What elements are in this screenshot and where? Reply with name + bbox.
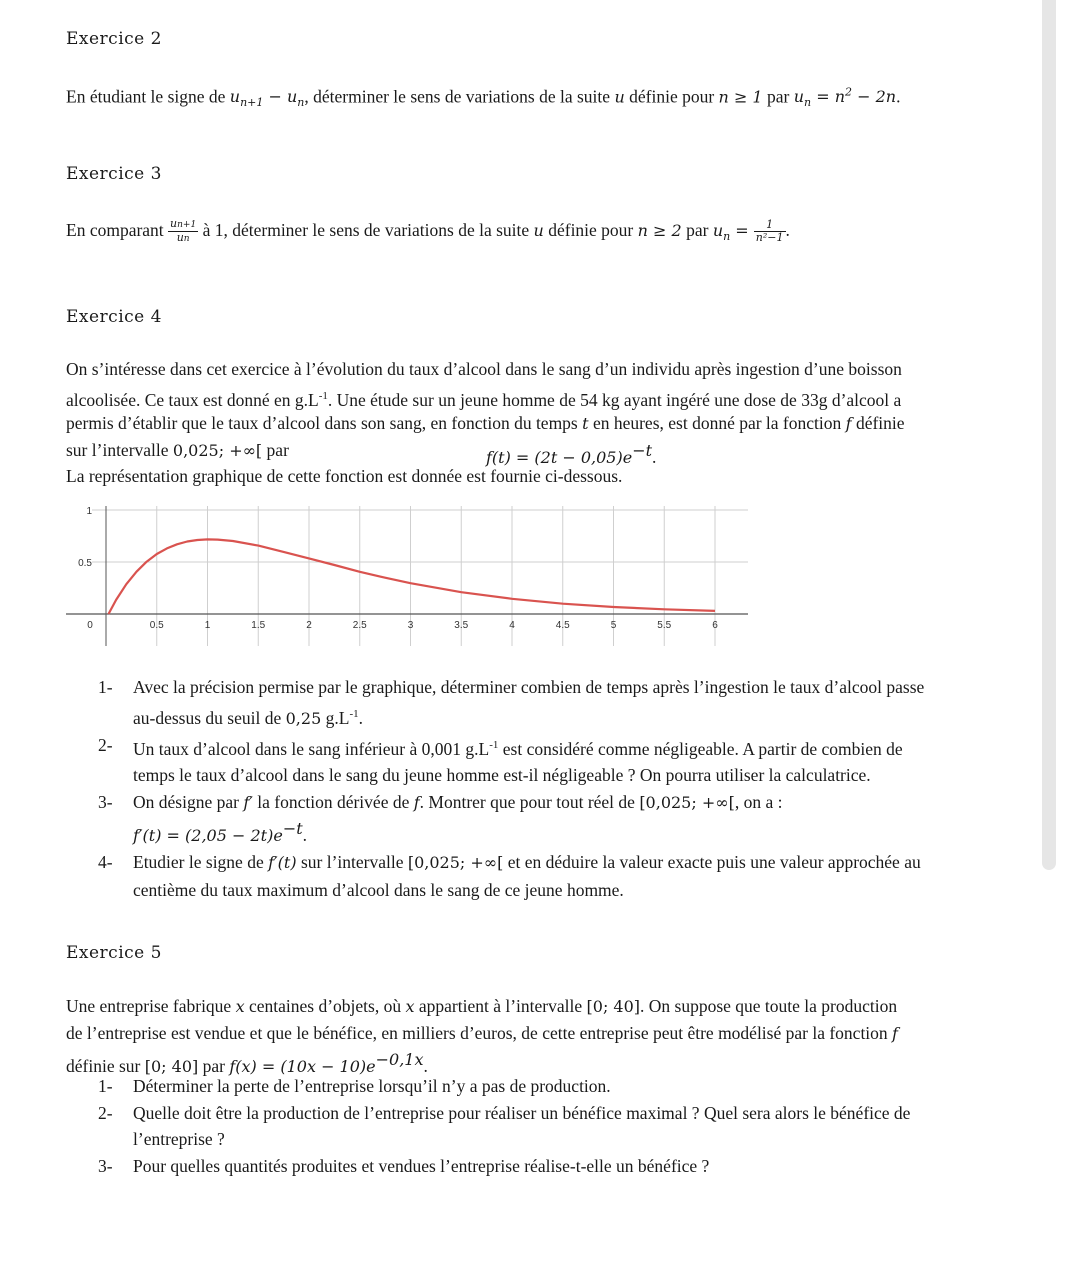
question-4-3: 3- On désigne par f′ la fonction dérivée de f. Montrer que pour tout réel de [0,025; +∞[, on a : $f'(t) = (2,05 - 2t)e^{-t}$.: [98, 791, 783, 845]
exercise-5-line-1: Une entreprise fabrique x centaines d’objets, où x appartient à l’intervalle [0; 40]. On suppose que toute la production: [66, 996, 898, 1016]
x-tick-label-0: 0: [87, 620, 93, 631]
x-tick-label-3.5: 3.5: [454, 620, 469, 631]
exercise-5-line-3: définie sur [0; 40] par $f(x) = (10x - 10)e^{-0,1x}$.: [66, 1050, 428, 1076]
exercise-4-line-1: On s’intéresse dans cet exercice à l’évolution du taux d’alcool dans le sang d’un individu après ingestion d’une boisson: [66, 359, 902, 379]
x-tick-label-6: 6: [712, 620, 718, 631]
exercise-4-line-5: La représentation graphique de cette fonction est donnée est fournie ci-dessous.: [66, 466, 623, 486]
exercise-4-line-3: permis d’établir que le taux d’alcool dans son sang, en fonction du temps t en heures, est donné par la fonction f définie: [66, 413, 905, 433]
ratio-fraction: $\frac{un+1}{un}$: [170, 217, 197, 245]
exercise-2-title: Exercice 2: [66, 29, 162, 49]
function-formula: $f(t) = (2t - 0,05)e^{-t}$.: [486, 441, 657, 467]
question-4-4: 4- Etudier le signe de f′(t) sur l’intervalle [0,025; +∞[ et en déduire la valeur exacte puis une valeur approchée au centième du taux maximum d’alcool dans le sang de ce jeune homme.: [98, 852, 921, 900]
question-4-1: 1- Avec la précision permise par le graphique, déterminer combien de temps après l’ingestion le taux d’alcool passe au-dessus du seuil de 0,25 $g.L^{-1}$.: [98, 677, 925, 728]
series-line-0: [109, 539, 716, 614]
x-tick-label-2: 2: [306, 620, 312, 631]
exercise-5-title: Exercice 5: [66, 943, 162, 963]
question-4-2: 2- Un taux d’alcool dans le sang inférieur à 0,001 $g.L^{-1}$ est considéré comme négligeable. A partir de combien de temps le taux d’alcool dans le sang du jeune homme est-il négligeable ? On pourra utiliser la calculatrice.: [98, 734, 903, 786]
x-tick-label-4.5: 4.5: [555, 620, 570, 631]
x-tick-label-0.5: 0.5: [149, 620, 164, 631]
un-fraction: $\frac{1}{\text{n²−1}}$: [755, 218, 784, 245]
exercise-3-title: Exercice 3: [66, 164, 162, 184]
x-tick-label-3: 3: [407, 620, 414, 631]
vertical-scrollbar[interactable]: [1042, 0, 1056, 870]
exercise-3-statement: En comparant $\frac{un+1}{un}$ à 1, déterminer le sens de variations de la suite u définie pour n ≥ 2 par $u_n$ = $\frac{1}{\text{n²−1}}$ .: [66, 217, 790, 245]
question-5-1: 1- Déterminer la perte de l’entreprise lorsqu’il n’y a pas de production.: [98, 1076, 611, 1096]
alcohol-rate-chart: [66, 502, 750, 648]
exercise-4-title: Exercice 4: [66, 307, 162, 327]
x-tick-label-5.5: 5.5: [657, 620, 672, 631]
x-tick-label-5: 5: [610, 620, 617, 631]
question-5-3: 3- Pour quelles quantités produites et vendues l’entreprise réalise-t-elle un bénéfice ?: [98, 1155, 710, 1176]
exercise-2-statement: En étudiant le signe de $u_{n+1} - u_n$, déterminer le sens de variations de la suite u définie pour n ≥ 1 par $u_n = n^2 - 2n$.: [66, 86, 901, 110]
exercise-5-line-2: de l’entreprise est vendue et que le bénéfice, en milliers d’euros, de cette entreprise peut être modélisé par la fonction f: [66, 1023, 898, 1043]
x-tick-label-2.5: 2.5: [352, 620, 367, 631]
exercise-4-line-4: sur l’intervalle 0,025; +∞[ par: [66, 440, 289, 460]
x-tick-label-1.5: 1.5: [251, 620, 266, 631]
y-tick-label-0.5: 0.5: [78, 558, 92, 569]
x-tick-label-4: 4: [509, 620, 515, 631]
x-tick-label-1: 1: [204, 620, 211, 631]
exercise-4-line-2: alcoolisée. Ce taux est donné en $g.L^{-1}$. Une étude sur un jeune homme de 54 kg ayant ingéré une dose de 33g d’alcool a: [66, 389, 902, 410]
exercise-5-questions: [98, 1073, 910, 1179]
question-5-2: 2- Quelle doit être la production de l’entreprise pour réaliser un bénéfice maximal ? Quel sera alors le bénéfice de l’entreprise ?: [98, 1102, 911, 1149]
y-tick-label-1: 1: [86, 506, 92, 517]
exercise-4-questions: [98, 674, 924, 903]
